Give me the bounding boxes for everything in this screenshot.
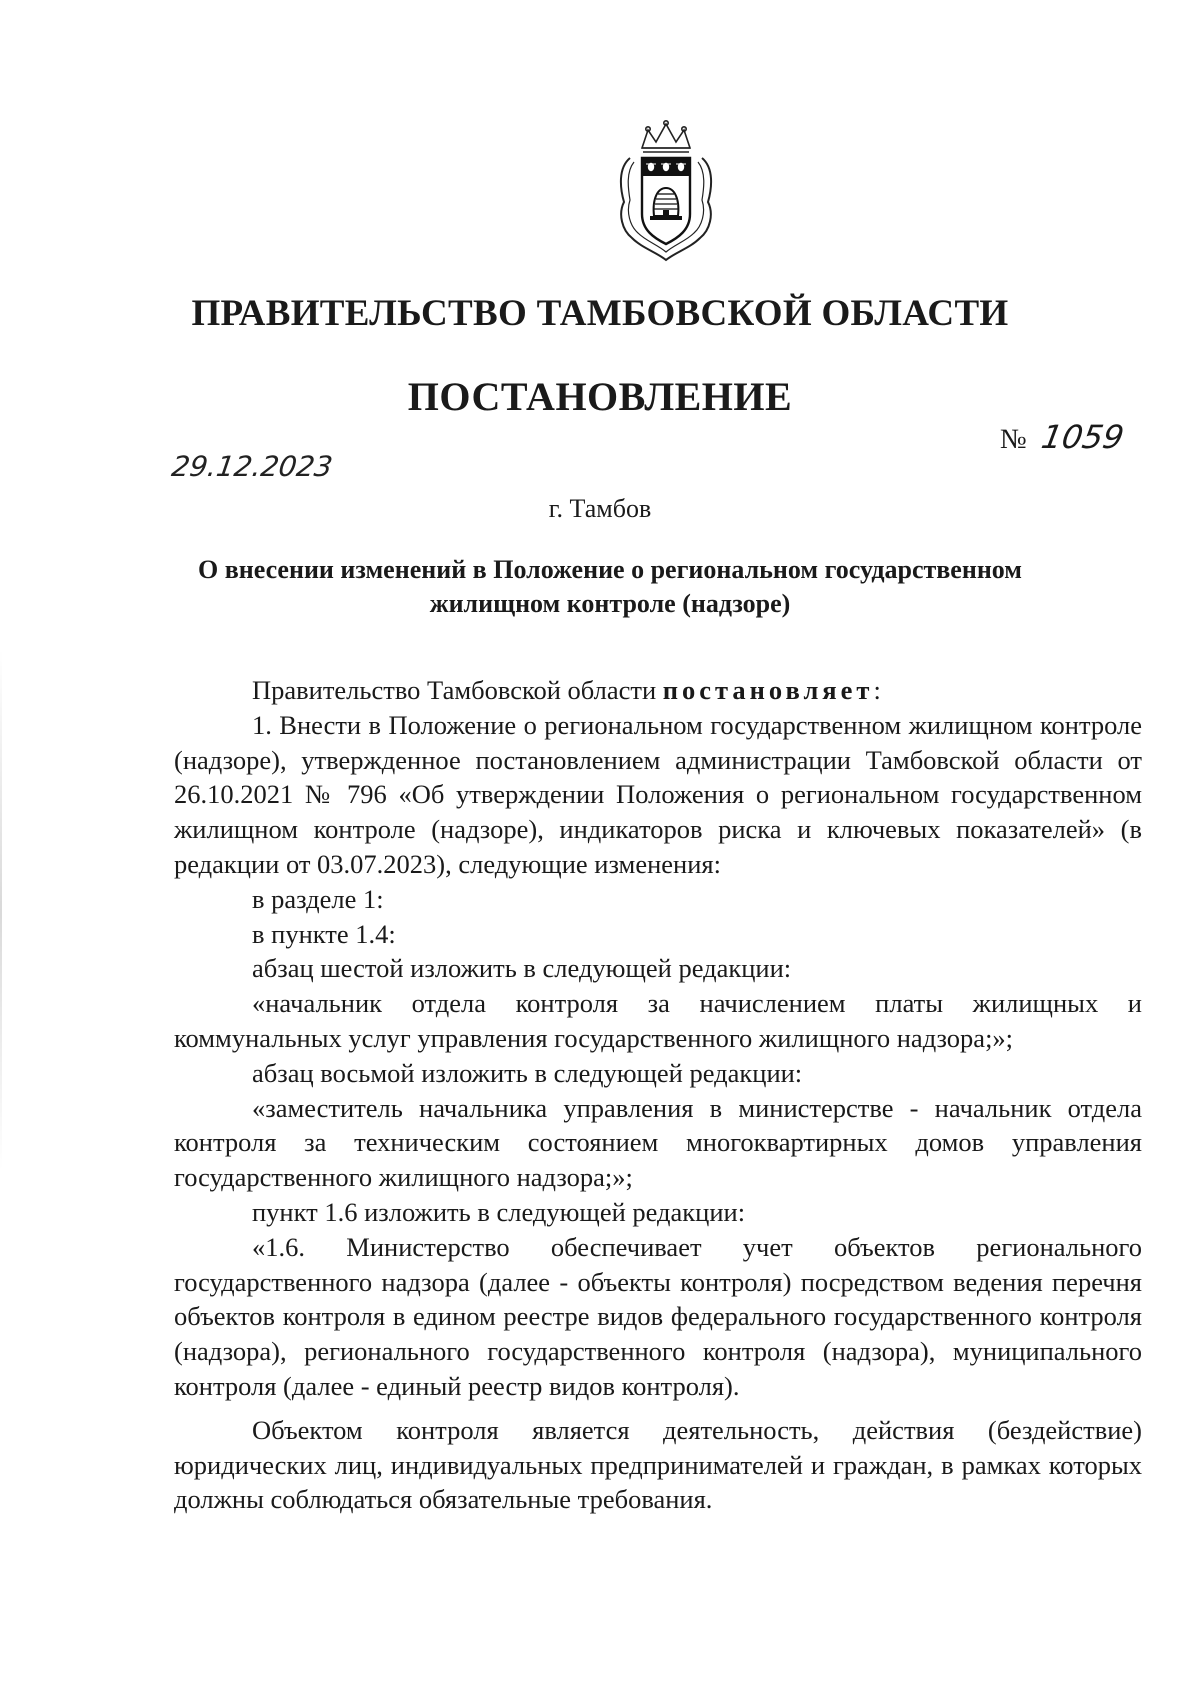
paragraph-3: в пункте 1.4: [252,918,396,949]
organization-title: ПРАВИТЕЛЬСТВО ТАМБОВСКОЙ ОБЛАСТИ [191,293,1009,334]
subject-line-2: жилищном контроле (надзоре) [429,589,791,618]
intro-text: Правительство Тамбовской области [252,675,663,705]
paragraph-6: абзац восьмой изложить в следующей редакции: [252,1057,803,1088]
paragraph-5: «начальник отдела контроля за начислением платы жилищных и коммунальных услуг управления государственного жилищного надзора;»; [174,988,1142,1053]
city: г. Тамбов [548,494,652,523]
paragraph-2: в разделе 1: [252,883,384,914]
paragraph-10: Объектом контроля является деятельность, действия (бездействие) юридических лиц, индивидуальных предпринимателей и граждан, в рамках которых должны соблюдаться обязательные требования. [174,1414,1142,1515]
document-type-title: ПОСТАНОВЛЕНИЕ [407,374,793,419]
paragraph-7: «заместитель начальника управления в министерстве - начальник отдела контроля за техническим состоянием многоквартирных домов управления государственного жилищного надзора;»; [174,1092,1142,1193]
scan-edge-artifact [0,650,2,1170]
paragraph-4: абзац шестой изложить в следующей редакции: [252,953,792,984]
intro-verb: постановляет [662,675,874,705]
paragraph-1: 1. Внести в Положение о региональном государственном жилищном контроле (надзоре), утвержденное постановлением администрации Тамбовской области от 26.10.2021 № 796 «Об утверждении Положения о региональном государственном жилищном контроле (надзоре), индикаторов риска и ключевых показателей» (в редакции от 03.07.2023), следующие изменения: [174,709,1142,879]
paragraph-9: «1.6. Министерство обеспечивает учет объектов регионального государственного надзора (далее - объекты контроля) посредством ведения перечня объектов контроля в едином реестре видов федерального государственного контроля (надзора), регионального государственного контроля (надзора), муниципального контроля (далее - единый реестр видов контроля). [174,1231,1142,1401]
subject-line-1: О внесении изменений в Положение о региональном государственном [197,555,1023,584]
number-value: 1059 [1038,418,1127,456]
paragraph-8: пункт 1.6 изложить в следующей редакции: [252,1196,746,1227]
intro-paragraph [174,673,1142,708]
document-date: 29.12.2023 [169,450,335,483]
intro-colon: : [873,675,881,705]
document-body [174,673,1142,1517]
coat-of-arms-icon [612,118,720,266]
number-label: № [1000,424,1027,455]
document-number [1000,418,1127,456]
document-subject [160,553,1060,621]
